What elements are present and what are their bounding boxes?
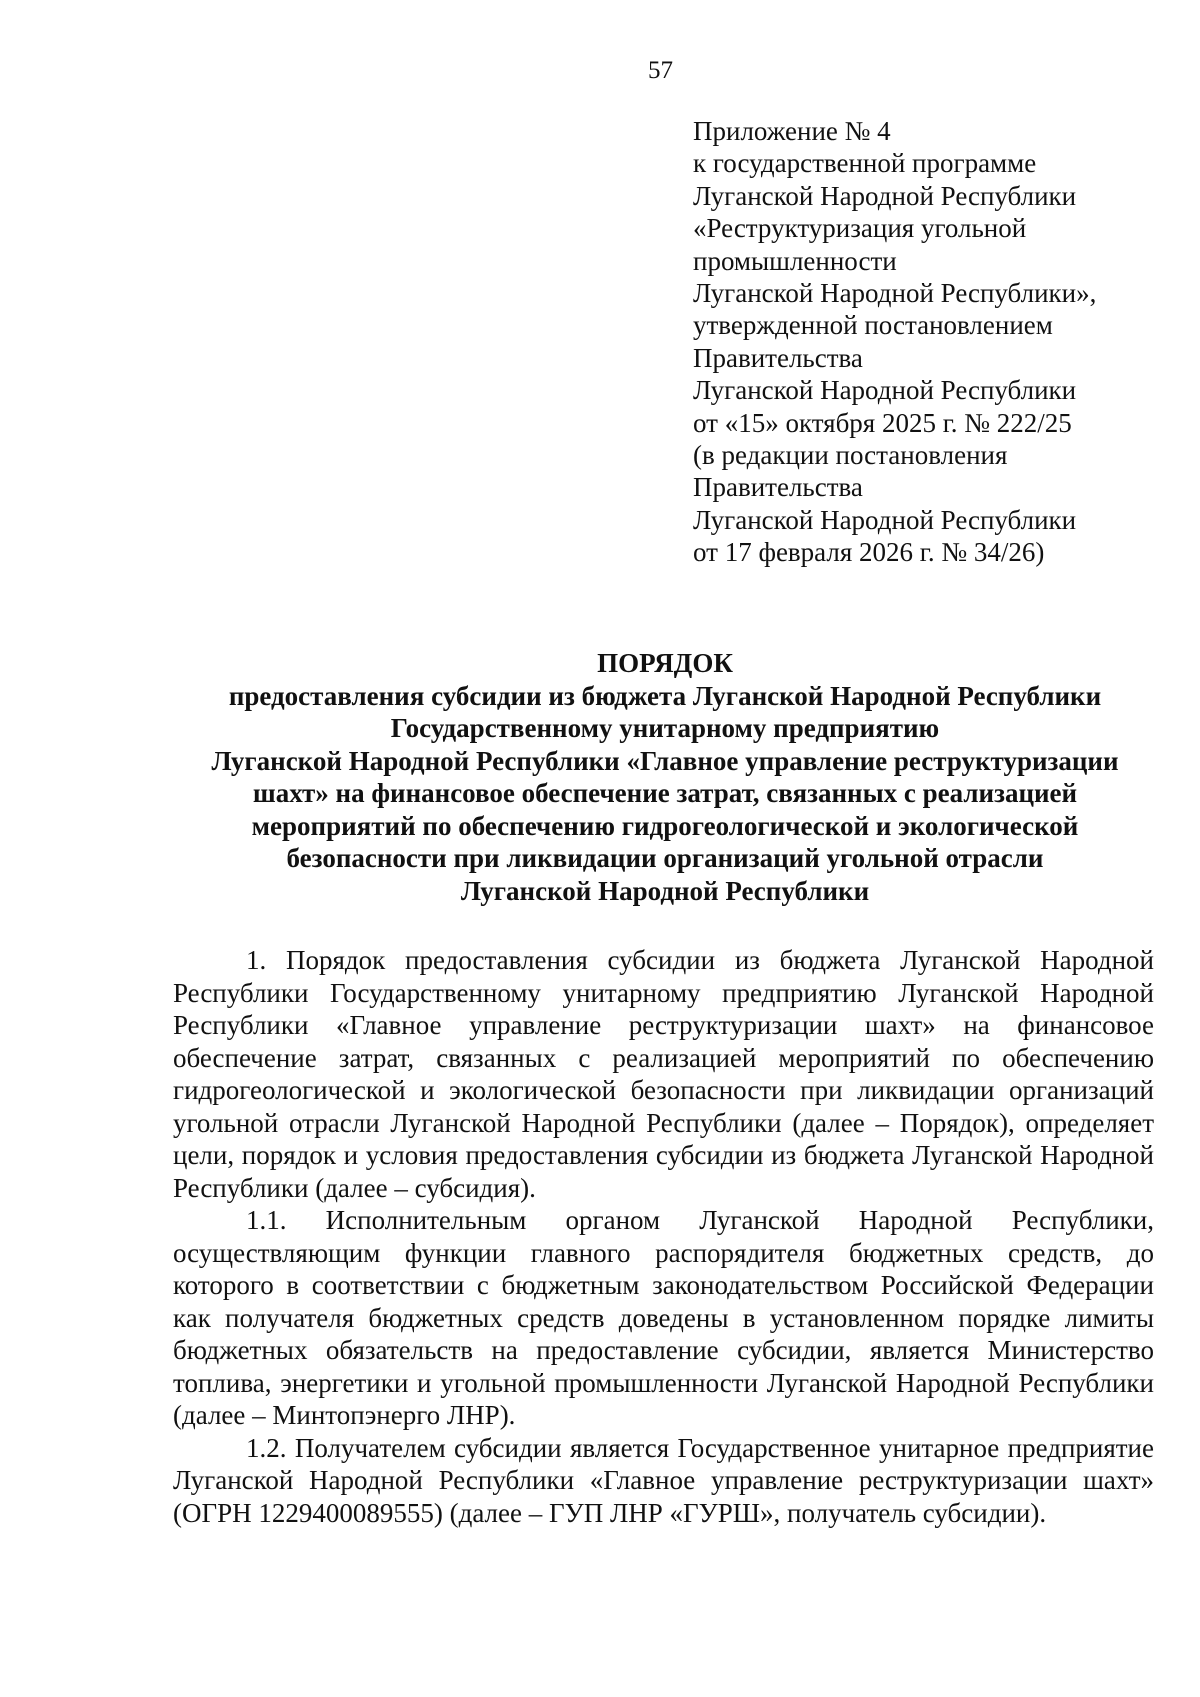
title-subtitle-line: Государственному унитарному предприятию [390, 713, 940, 743]
title-subtitle-line: Луганской Народной Республики «Главное управление реструктуризации [211, 745, 1119, 776]
annex-line: Приложение № 4 [693, 116, 891, 146]
annex-line: от «15» октября 2025 г. № 222/25 [693, 407, 1072, 438]
annex-line: к государственной программе [693, 148, 1037, 179]
paragraph-1-1: 1.1. Исполнительным органом Луганской Народной Республики, осуществляющим функции главного распорядителя бюджетных средств, до которого в соответствии с бюджетным законодательством Российской Федерации как получателя бюджетных средств доведены в установленном порядке лимиты бюджетных обязательств на предоставление субсидии, является Министерство топлива, энергетики и угольной промышленности Луганской Народной Республики (далее – Минтопэнерго ЛНР). [173, 1205, 1154, 1430]
annex-line: от 17 февраля 2026 г. № 34/26) [693, 537, 1045, 568]
annex-header [693, 115, 1163, 569]
annex-line: Луганской Народной Республики [693, 180, 1077, 211]
annex-line: «Реструктуризация угольной [693, 213, 1027, 244]
annex-line: Луганской Народной Республики», [693, 278, 1097, 309]
paragraph-1-2: 1.2. Получателем субсидии является Государственное унитарное предприятие Луганской Народной Республики «Главное управление реструктуризации шахт» (ОГРН 1229400089555) (далее – ГУП ЛНР «ГУРШ», получатель субсидии). [173, 1432, 1154, 1528]
annex-line: Луганской Народной Республики [693, 375, 1077, 406]
annex-line: Правительства [693, 342, 863, 373]
title-subtitle-line: мероприятий по обеспечению гидрогеологической и экологической [251, 810, 1079, 841]
document-title [150, 647, 1180, 907]
annex-line: Луганской Народной Республики [693, 504, 1077, 535]
annex-line: промышленности [693, 245, 897, 276]
page-number: 57 [648, 57, 673, 84]
title-subtitle-line: предоставления субсидии из бюджета Луганской Народной Республики [228, 680, 1102, 711]
annex-line: Правительства [693, 472, 863, 503]
title-heading: ПОРЯДОК [597, 648, 733, 678]
title-subtitle-line: шахт» на финансовое обеспечение затрат, связанных с реализацией [252, 778, 1078, 808]
annex-line: утвержденной постановлением [693, 310, 1053, 341]
document-body [173, 944, 1154, 1529]
annex-line: (в редакции постановления [693, 440, 1008, 471]
title-subtitle-line: Луганской Народной Республики [460, 875, 870, 906]
title-subtitle-line: безопасности при ликвидации организаций угольной отрасли [286, 843, 1044, 873]
paragraph-1: 1. Порядок предоставления субсидии из бюджета Луганской Народной Республики Государственному унитарному предприятию Луганской Народной Республики «Главное управление реструктуризации шахт» на финансовое обеспечение затрат, связанных с реализацией мероприятий по обеспечению гидрогеологической и экологической безопасности при ликвидации организаций угольной отрасли Луганской Народной Республики (далее – Порядок), определяет цели, порядок и условия предоставления субсидии из бюджета Луганской Народной Республики (далее – субсидия). [173, 945, 1154, 1203]
